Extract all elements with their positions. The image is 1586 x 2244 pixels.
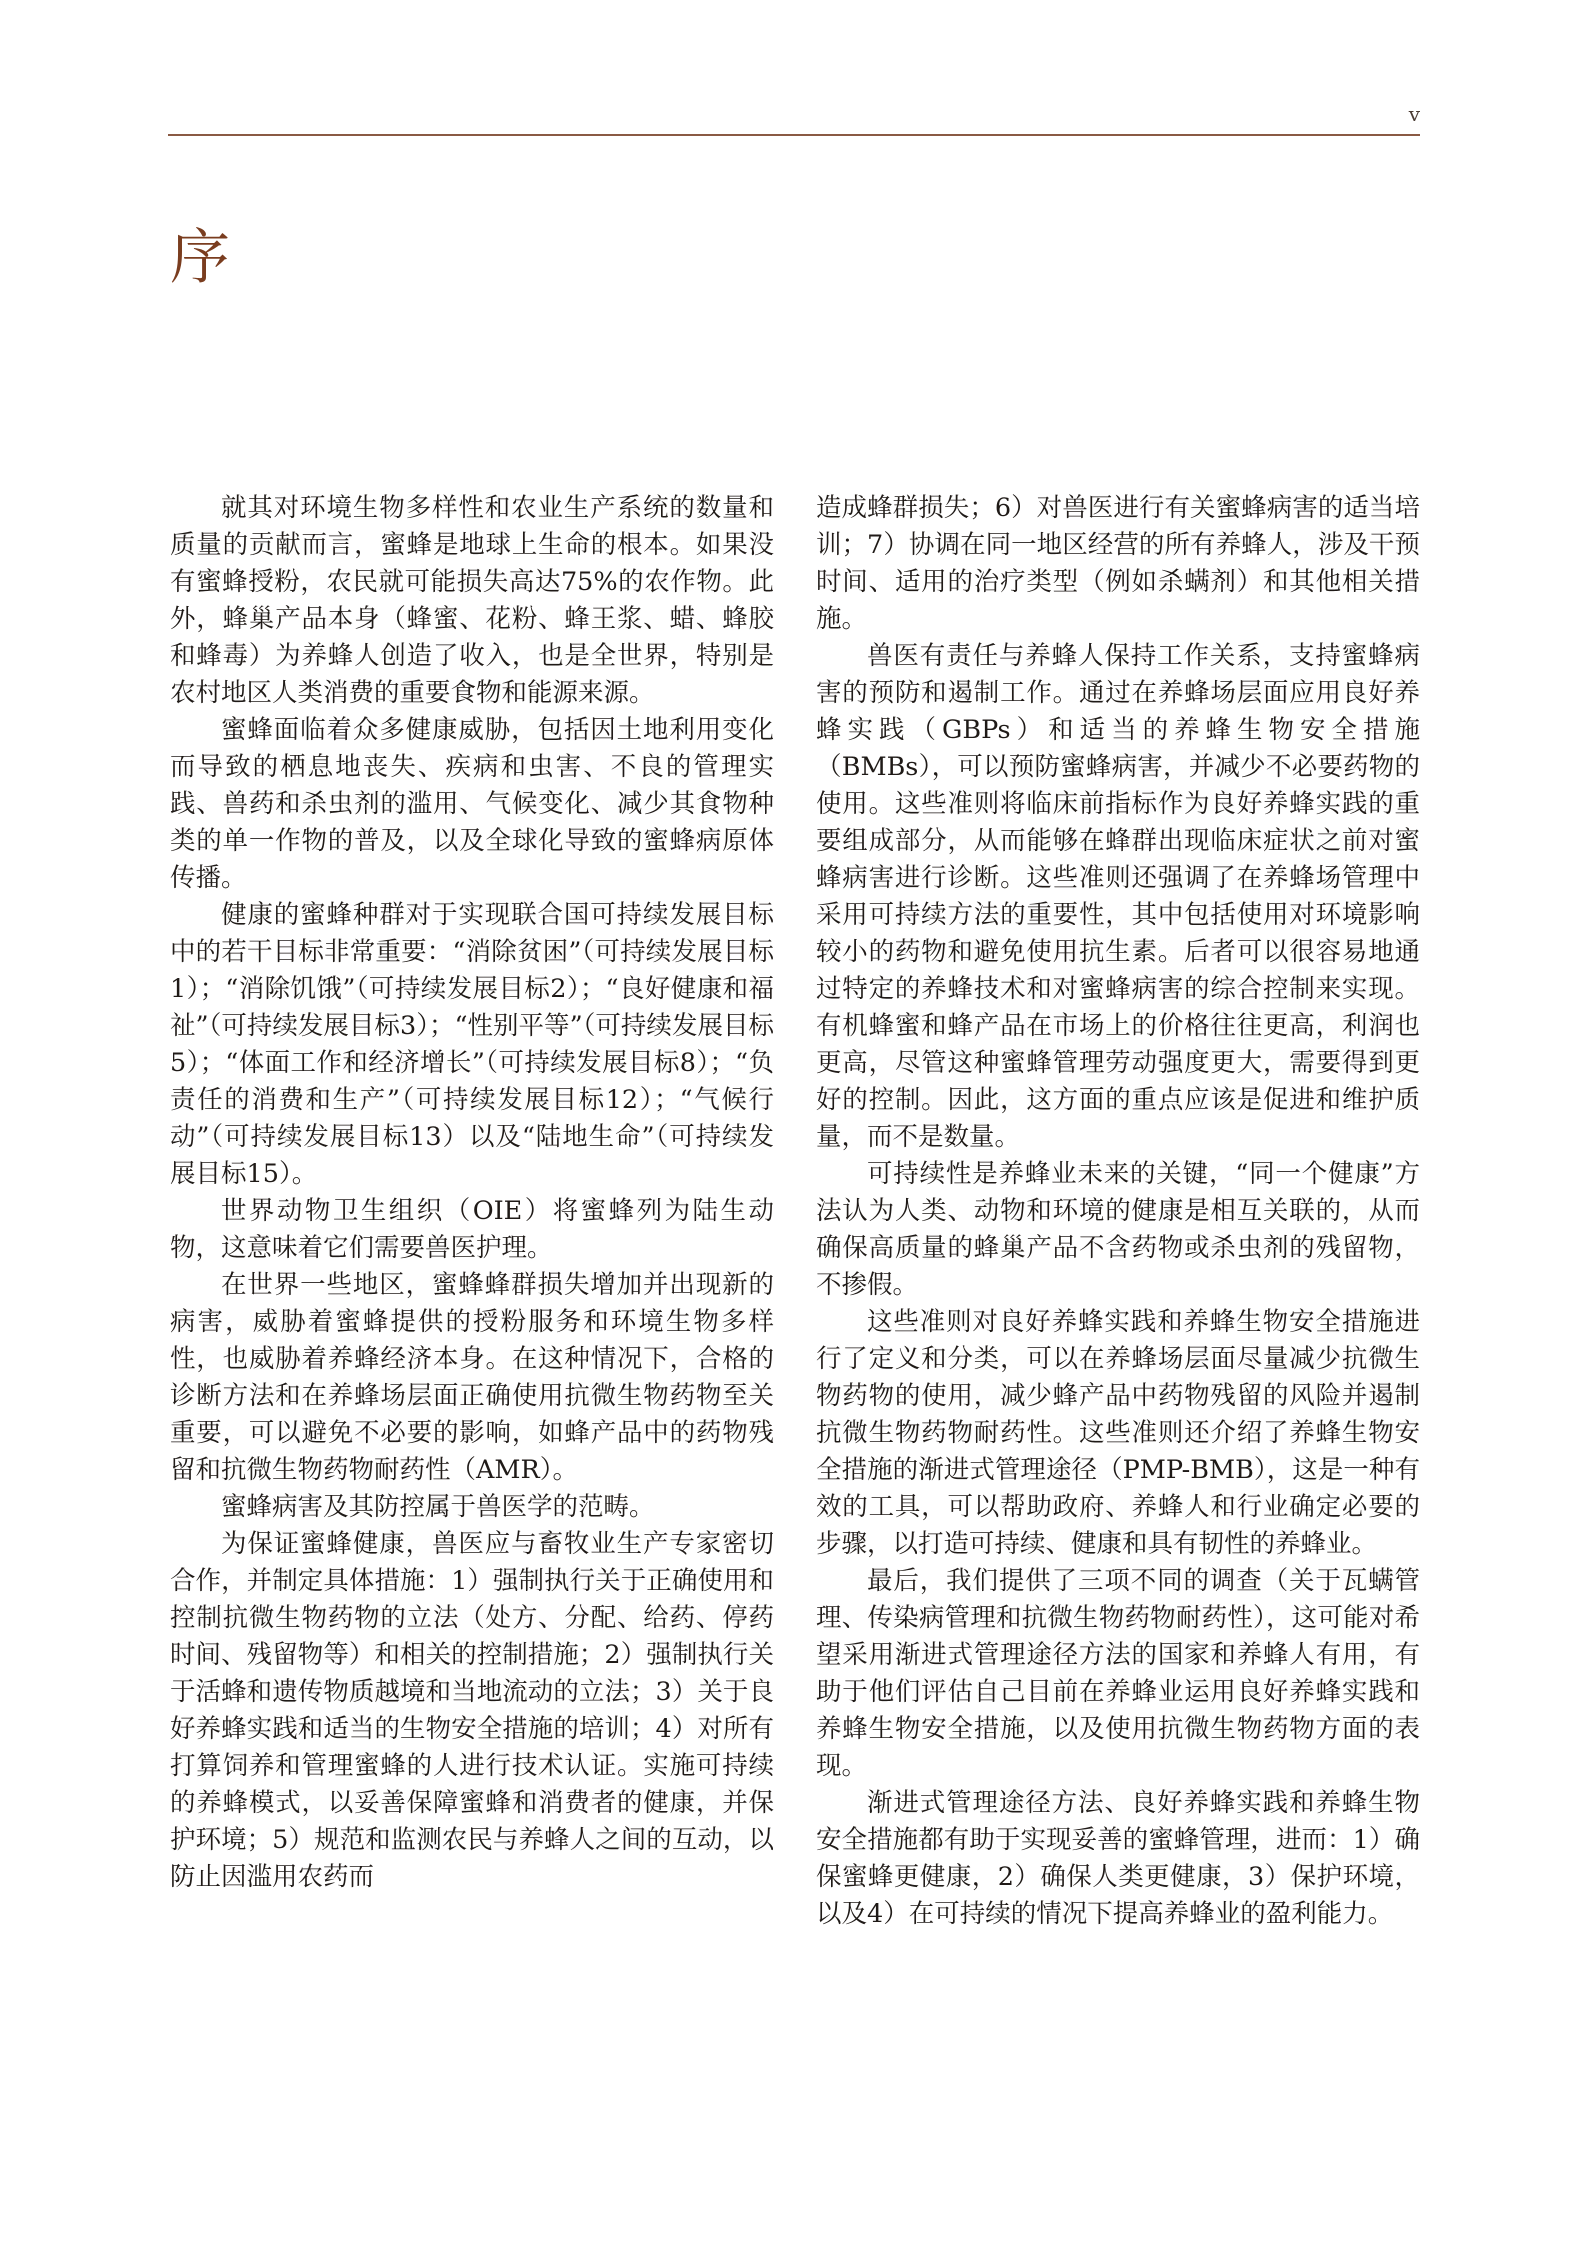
page-title: 序 — [170, 223, 230, 293]
paragraph: 兽医有责任与养蜂人保持工作关系，支持蜜蜂病害的预防和遏制工作。通过在养蜂场层面应用良好养蜂实践（GBPs）和适当的养蜂生物安全措施（BMBs），可以预防蜜蜂病害，并减少不必要药物的使用。这些准则将临床前指标作为良好养蜂实践的重要组成部分，从而能够在蜂群出现临床症状之前对蜜蜂病害进行诊断。这些准则还强调了在养蜂场管理中采用可持续方法的重要性，其中包括使用对环境影响较小的药物和避免使用抗生素。后者可以很容易地通过特定的养蜂技术和对蜜蜂病害的综合控制来实现。有机蜂蜜和蜂产品在市场上的价格往往更高，利润也更高，尽管这种蜜蜂管理劳动强度更大，需要得到更好的控制。因此，这方面的重点应该是促进和维护质量，而不是数量。 — [816, 641, 1420, 1152]
paragraph: 可持续性是养蜂业未来的关键，“同一个健康”方法认为人类、动物和环境的健康是相互关联的，从而确保高质量的蜂巢产品不含药物或杀虫剂的残留物，不掺假。 — [816, 1159, 1420, 1300]
paragraph: 渐进式管理途径方法、良好养蜂实践和养蜂生物安全措施都有助于实现妥善的蜜蜂管理，进而：1）确保蜜蜂更健康，2）确保人类更健康，3）保护环境，以及4）在可持续的情况下提高养蜂业的盈利能力。 — [816, 1788, 1420, 1929]
paragraph: 为保证蜜蜂健康，兽医应与畜牧业生产专家密切合作，并制定具体措施：1）强制执行关于正确使用和控制抗微生物药物的立法（处方、分配、给药、停药时间、残留物等）和相关的控制措施；2）强制执行关于活蜂和遗传物质越境和当地流动的立法；3）关于良好养蜂实践和适当的生物安全措施的培训；4）对所有打算饲养和管理蜜蜂的人进行技术认证。实施可持续的养蜂模式，以妥善保障蜜蜂和消费者的健康，并保护环境；5）规范和监测农民与养蜂人之间的互动，以防止因滥用农药而 — [170, 1529, 774, 1892]
paragraph: 蜜蜂病害及其防控属于兽医学的范畴。 — [221, 1492, 655, 1522]
header-rule — [168, 134, 1420, 136]
paragraph: 蜜蜂面临着众多健康威胁，包括因土地利用变化而导致的栖息地丧失、疾病和虫害、不良的管理实践、兽药和杀虫剂的滥用、气候变化、减少其食物种类的单一作物的普及，以及全球化导致的蜜蜂病原体传播。 — [170, 715, 774, 893]
paragraph: 世界动物卫生组织（OIE）将蜜蜂列为陆生动物，这意味着它们需要兽医护理。 — [170, 1196, 774, 1263]
paragraph: 就其对环境生物多样性和农业生产系统的数量和质量的贡献而言，蜜蜂是地球上生命的根本。如果没有蜜蜂授粉，农民就可能损失高达75%的农作物。此外，蜂巢产品本身（蜂蜜、花粉、蜂王浆、蜡、蜂胶和蜂毒）为养蜂人创造了收入，也是全世界，特别是农村地区人类消费的重要食物和能源来源。 — [170, 493, 774, 708]
left-column — [170, 490, 774, 1933]
paragraph: 健康的蜜蜂种群对于实现联合国可持续发展目标中的若干目标非常重要：“消除贫困”（可持续发展目标1）；“消除饥饿”（可持续发展目标2）；“良好健康和福祉”（可持续发展目标3）；“性别平等”（可持续发展目标5）；“体面工作和经济增长”（可持续发展目标8）；“负责任的消费和生产”（可持续发展目标12）；“气候行动”（可持续发展目标13）以及“陆地生命”（可持续发展目标15）。 — [170, 900, 774, 1189]
paragraph-continued: 造成蜂群损失；6）对兽医进行有关蜜蜂病害的适当培训；7）协调在同一地区经营的所有养蜂人，涉及干预时间、适用的治疗类型（例如杀螨剂）和其他相关措施。 — [816, 493, 1420, 634]
body-columns — [170, 490, 1420, 1933]
paragraph: 最后，我们提供了三项不同的调查（关于瓦螨管理、传染病管理和抗微生物药物耐药性），这可能对希望采用渐进式管理途径方法的国家和养蜂人有用，有助于他们评估自己目前在养蜂业运用良好养蜂实践和养蜂生物安全措施，以及使用抗微生物药物方面的表现。 — [816, 1566, 1420, 1781]
page-number: v — [1408, 102, 1420, 126]
paragraph: 在世界一些地区，蜜蜂蜂群损失增加并出现新的病害，威胁着蜜蜂提供的授粉服务和环境生物多样性，也威胁着养蜂经济本身。在这种情况下，合格的诊断方法和在养蜂场层面正确使用抗微生物药物至关重要，可以避免不必要的影响，如蜂产品中的药物残留和抗微生物药物耐药性（AMR）。 — [170, 1270, 774, 1485]
paragraph: 这些准则对良好养蜂实践和养蜂生物安全措施进行了定义和分类，可以在养蜂场层面尽量减少抗微生物药物的使用，减少蜂产品中药物残留的风险并遏制抗微生物药物耐药性。这些准则还介绍了养蜂生物安全措施的渐进式管理途径（PMP-BMB），这是一种有效的工具，可以帮助政府、养蜂人和行业确定必要的步骤，以打造可持续、健康和具有韧性的养蜂业。 — [816, 1307, 1420, 1559]
right-column — [816, 490, 1420, 1933]
